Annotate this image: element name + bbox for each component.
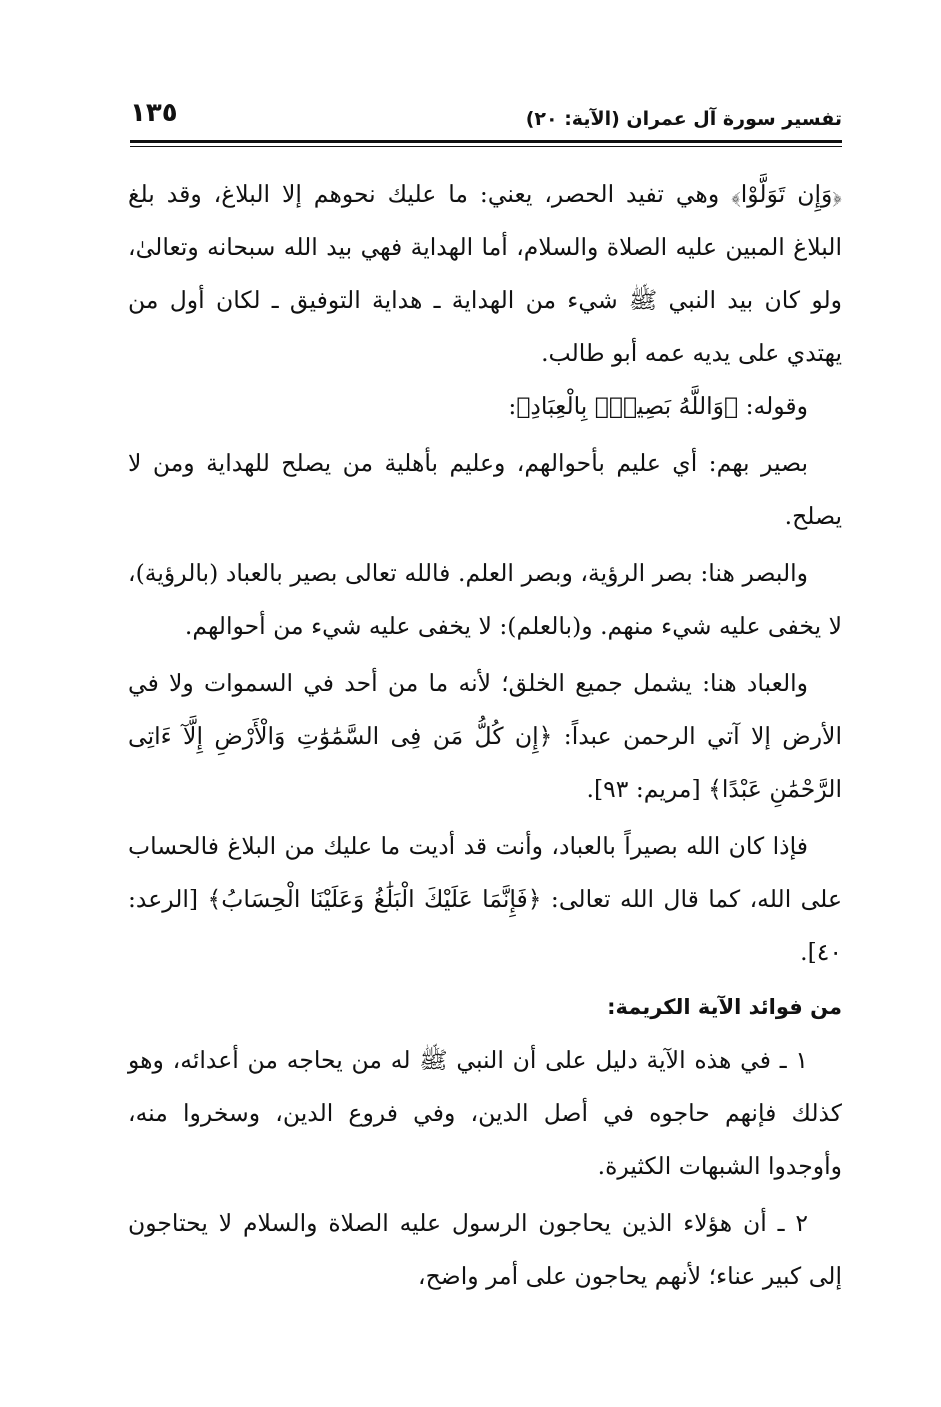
paragraph-hisab: فإذا كان الله بصيراً بالعباد، وأنت قد أديت ما عليك من البلاغ فالحساب على الله، كما قال الله تعالى: ﴿فَإِنَّمَا عَلَيْكَ الْبَلَٰغُ وَعَلَيْنَا الْحِسَابُ﴾ [الرعد: ٤٠]. (128, 832, 842, 966)
paragraph-basir: بصير بهم: أي عليم بأحوالهم، وعليم بأهلية من يصلح للهداية ومن لا يصلح. (128, 449, 842, 530)
benefit-item-2: ٢ ـ أن هؤلاء الذين يحاجون الرسول عليه الصلاة والسلام لا يحتاجون إلى كبير عناء؛ لأنهم يحاجون على أمر واضح، (128, 1209, 842, 1290)
running-title: تفسير سورة آل عمران (الآية: ٢٠) (525, 108, 842, 130)
paragraph-ibad: والعباد هنا: يشمل جميع الخلق؛ لأنه ما من أحد في السموات ولا في الأرض إلا آتي الرحمن عبداً: ﴿إِن كُلُّ مَن فِى السَّمَٰوَٰتِ وَالْأَرْضِ إِلَّآ ءَاتِى الرَّحْمَٰنِ عَبْدًا﴾ [مريم: ٩٣]. (128, 669, 842, 803)
paragraph-basar: والبصر هنا: بصر الرؤية، وبصر العلم. فالله تعالى بصير بالعباد (بالرؤية)، لا يخفى عليه شيء منهم. و(بالعلم): لا يخفى عليه شيء من أحوالهم. (128, 559, 842, 640)
paragraph-verse-quote: وقوله: ﴿وَاللَّهُ بَصِيرٌۢ بِالْعِبَادِ﴾: (508, 392, 808, 420)
benefit-item-1: ١ ـ في هذه الآية دليل على أن النبي ﷺ له من يحاجه من أعدائه، وهو كذلك فإنهم حاجوه في أصل الدين، وفي فروع الدين، وسخروا منه، وأوجدوا الشبهات الكثيرة. (128, 1046, 842, 1180)
paragraph-tawallaw: ﴿وَإِن تَوَلَّوْا﴾ وهي تفيد الحصر، يعني: ما عليك نحوهم إلا البلاغ، وقد بلغ البلاغ المبين عليه الصلاة والسلام، أما الهداية فهي بيد الله سبحانه وتعالىٰ، ولو كان بيد النبي ﷺ شيء من الهداية ـ هداية التوفيق ـ لكان أول من يهتدي على يديه عمه أبو طالب. (128, 180, 842, 367)
section-heading-benefits: من فوائد الآية الكريمة: (607, 995, 842, 1019)
page-header (130, 96, 842, 136)
header-rule-thick (130, 140, 842, 143)
page-number: ١٣٥ (130, 98, 178, 128)
header-rule-thin (130, 146, 842, 147)
body-text (128, 168, 842, 1303)
